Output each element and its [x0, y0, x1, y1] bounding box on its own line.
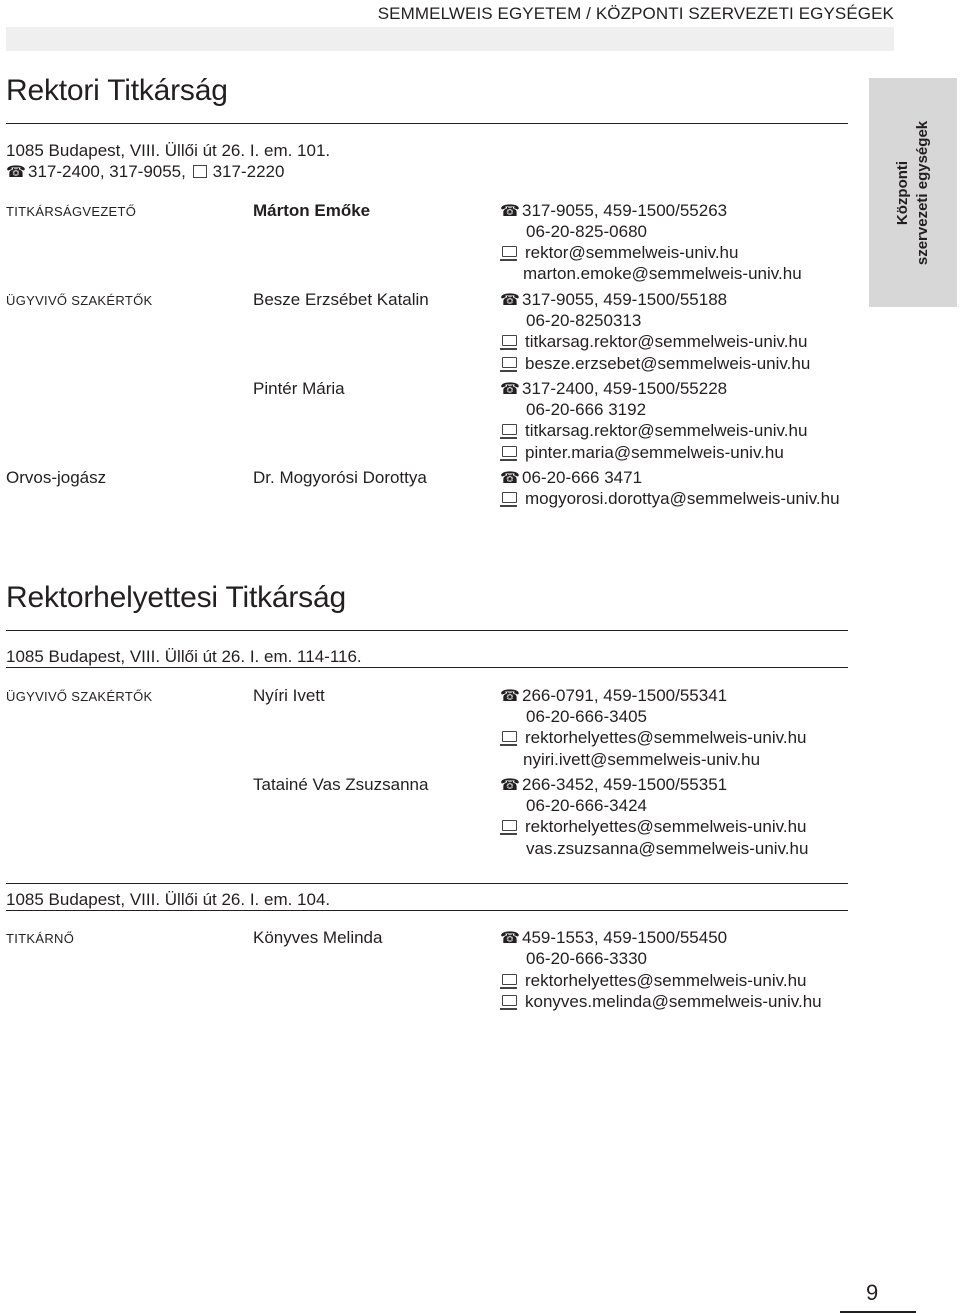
email-line: rektorhelyettes@semmelweis-univ.hu [500, 971, 807, 991]
role-label: Orvos-jogász [6, 468, 107, 487]
address: 1085 Budapest, VIII. Üllői út 26. I. em. 101. [6, 141, 331, 160]
mobile-line: 06-20-825-0680 [526, 222, 647, 241]
phone-icon: ☎ [500, 203, 520, 220]
email-line: titkarsag.rektor@semmelweis-univ.hu [500, 421, 807, 441]
email-line: mogyorosi.dorottya@semmelweis-univ.hu [500, 489, 840, 509]
email-line: rektor@semmelweis-univ.hu [500, 243, 738, 263]
phone-icon: ☎ [500, 381, 520, 398]
phone-icon: ☎ [6, 164, 26, 181]
computer-icon [502, 424, 517, 435]
computer-icon [502, 246, 517, 257]
divider [6, 883, 848, 884]
computer-icon [502, 974, 517, 985]
address: 1085 Budapest, VIII. Üllői út 26. I. em. 114-116. [6, 647, 362, 666]
phone-icon: ☎ [500, 292, 520, 309]
phone-line: ☎ 317-9055, 459-1500/55263 [500, 201, 728, 220]
email-line: pinter.maria@semmelweis-univ.hu [500, 443, 784, 463]
email-line: nyiri.ivett@semmelweis-univ.hu [523, 750, 761, 769]
person-name: Tatainé Vas Zsuzsanna [253, 775, 429, 794]
mobile-line: 06-20-666-3424 [526, 796, 647, 815]
phone-line: ☎ 317-2400, 459-1500/55228 [500, 379, 728, 398]
phone-icon: ☎ [500, 777, 520, 794]
email-line: konyves.melinda@semmelweis-univ.hu [500, 992, 822, 1012]
mobile-line: 06-20-8250313 [526, 311, 642, 330]
computer-icon [502, 995, 517, 1006]
divider [6, 667, 848, 668]
email-line: vas.zsuzsanna@semmelweis-univ.hu [526, 839, 809, 858]
divider [6, 630, 848, 631]
person-name: Besze Erzsébet Katalin [253, 290, 429, 309]
computer-icon [502, 492, 517, 503]
person-name: Pintér Mária [253, 379, 345, 398]
email-line: besze.erzsebet@semmelweis-univ.hu [500, 354, 810, 374]
person-name: Nyíri Ivett [253, 686, 325, 705]
role-label: TITKÁRNŐ [6, 931, 75, 946]
contact-line: ☎ 317-2400, 317-9055, 317-2220 [6, 162, 285, 181]
person-name: Márton Emőke [253, 201, 371, 220]
role-label: TITKÁRSÁGVEZETŐ [6, 204, 137, 219]
phone-line: ☎ 06-20-666 3471 [500, 468, 643, 487]
section-title: Rektorhelyettesi Titkárság [6, 581, 346, 614]
address: 1085 Budapest, VIII. Üllői út 26. I. em. 104. [6, 890, 331, 909]
phone-line: ☎ 266-3452, 459-1500/55351 [500, 775, 728, 794]
running-header: SEMMELWEIS EGYETEM / KÖZPONTI SZERVEZETI EGYSÉGEK [377, 4, 894, 23]
email-line: titkarsag.rektor@semmelweis-univ.hu [500, 332, 807, 352]
side-tab-label: Központi szervezeti egységek [894, 120, 931, 265]
page-number-rule [840, 1311, 916, 1313]
mobile-line: 06-20-666-3405 [526, 707, 647, 726]
divider [6, 910, 848, 911]
page-number: 9 [866, 1280, 879, 1305]
computer-icon [502, 446, 517, 457]
phone-icon: ☎ [500, 470, 520, 487]
computer-icon [502, 357, 517, 368]
phone-line: ☎ 317-9055, 459-1500/55188 [500, 290, 728, 309]
computer-icon [502, 731, 517, 742]
fax-icon [193, 165, 207, 178]
computer-icon [502, 820, 517, 831]
phone-line: ☎ 266-0791, 459-1500/55341 [500, 686, 728, 705]
email-line: marton.emoke@semmelweis-univ.hu [523, 264, 802, 283]
person-name: Könyves Melinda [253, 928, 383, 947]
divider [6, 123, 848, 124]
role-label: ÜGYVIVŐ SZAKÉRTŐK [6, 689, 153, 704]
header-bar [6, 27, 894, 51]
phone-icon: ☎ [500, 930, 520, 947]
email-line: rektorhelyettes@semmelweis-univ.hu [500, 817, 807, 837]
person-name: Dr. Mogyorósi Dorottya [253, 468, 427, 487]
email-line: rektorhelyettes@semmelweis-univ.hu [500, 728, 807, 748]
role-label: ÜGYVIVŐ SZAKÉRTŐK [6, 293, 153, 308]
computer-icon [502, 335, 517, 346]
side-tab [869, 78, 957, 307]
phone-line: ☎ 459-1553, 459-1500/55450 [500, 928, 728, 947]
section-title: Rektori Titkárság [6, 74, 228, 107]
mobile-line: 06-20-666-3330 [526, 949, 647, 968]
phone-icon: ☎ [500, 688, 520, 705]
mobile-line: 06-20-666 3192 [526, 400, 647, 419]
